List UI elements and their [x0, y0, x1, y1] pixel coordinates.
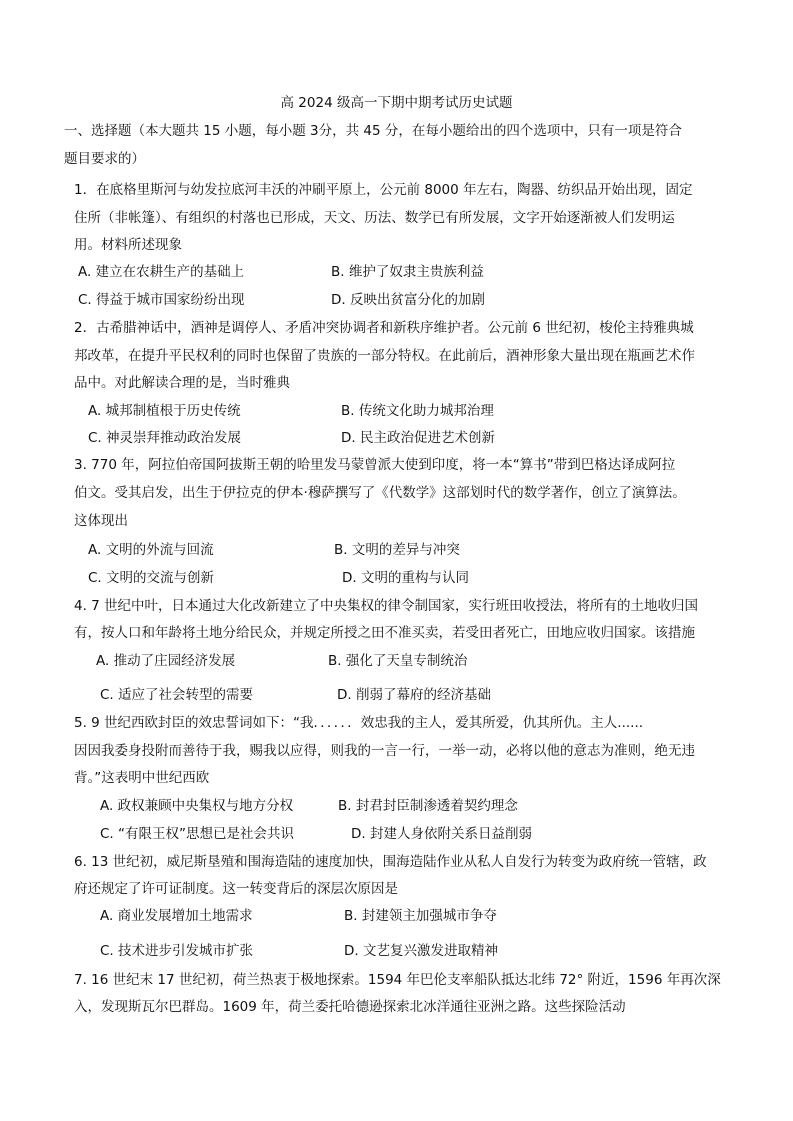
question-1-option-d: D. 反映出贫富分化的加剧: [331, 292, 485, 308]
question-4-line-2: 有，按人口和年龄将土地分给民众，并规定所授之田不准买卖，若受田者死亡，田地应收归国家。该措施: [74, 625, 695, 641]
question-2-option-a: A. 城邦制植根于历史传统: [88, 403, 241, 419]
question-2-line-2: 邦改革，在提升平民权利的同时也保留了贵族的一部分特权。在此前后，酒神形象大量出现在瓶画艺术作: [74, 348, 695, 364]
question-5-option-d: D. 封建人身依附关系日益削弱: [351, 826, 532, 842]
question-6-option-d: D. 文艺复兴激发进取精神: [344, 943, 498, 959]
question-5-line-2: 因因我委身投附而善待于我，赐我以应得，则我的一言一行，一举一动，必将以他的意志为准则，绝无违: [74, 743, 695, 759]
question-3-line-2: 伯文。受其启发，出生于伊拉克的伊本·穆萨撰写了《代数学》这部划时代的数学著作，创立了演算法。: [74, 485, 686, 501]
question-5-option-c: C. “有限王权”思想已是社会共识: [100, 826, 294, 842]
question-1-option-a: A. 建立在农耕生产的基础上: [78, 264, 245, 280]
question-4-option-c: C. 适应了社会转型的需要: [100, 687, 254, 703]
question-5-line-3: 背。”这表明中世纪西欧: [74, 770, 210, 786]
question-3-line-3: 这体现出: [74, 513, 128, 529]
question-2-line-3: 品中。对此解读合理的是，当时雅典: [74, 375, 290, 391]
question-1-option-c: C. 得益于城市国家纷纷出现: [78, 292, 245, 308]
question-7-line-2: 入，发现斯瓦尔巴群岛。1609 年，荷兰委托哈德逊探索北冰洋通往亚洲之路。这些探险活动: [74, 999, 626, 1015]
question-3-option-a: A. 文明的外流与回流: [88, 542, 214, 558]
question-6-line-1: 6. 13 世纪初，威尼斯垦殖和围海造陆的速度加快，围海造陆作业从私人自发行为转变为政府统一管辖，政: [74, 854, 707, 870]
question-6-option-c: C. 技术进步引发城市扩张: [100, 943, 254, 959]
question-2-option-b: B. 传统文化助力城邦治理: [341, 403, 494, 419]
question-1-line-1: 1．在底格里斯河与幼发拉底河丰沃的冲刷平原上，公元前 8000 年左右，陶器、纺织品开始出现，固定: [74, 182, 693, 198]
question-4-line-1: 4. 7 世纪中叶，日本通过大化改新建立了中央集权的律令制国家，实行班田收授法，将所有的土地收归国: [74, 598, 699, 614]
exam-title: 高 2024 级高一下期中期考试历史试题: [280, 95, 513, 111]
question-2-option-d: D. 民主政治促进艺术创新: [341, 430, 495, 446]
question-1-line-3: 用。材料所述现象: [74, 237, 182, 253]
section-instructions-line-1: 一、选择题（本大题共 15 小题，每小题 3分，共 45 分，在每小题给出的四个选项中，只有一项是符合: [64, 123, 682, 139]
question-2-option-c: C. 神灵崇拜推动政治发展: [88, 430, 242, 446]
question-6-line-2: 府还规定了许可证制度。这一转变背后的深层次原因是: [74, 881, 398, 897]
question-1-line-2: 住所（非帐篷）、有组织的村落也已形成，天文、历法、数学已有所发展，文字开始逐渐被人们发明运: [74, 210, 675, 226]
question-1-option-b: B. 维护了奴隶主贵族利益: [331, 264, 484, 280]
question-5-line-1: 5. 9 世纪西欧封臣的效忠誓词如下：“我．．．．．．效忠我的主人，爱其所爱，仇其所仇。主人......: [74, 715, 644, 731]
section-instructions-line-2: 题目要求的）: [64, 151, 145, 167]
question-6-option-b: B. 封建领主加强城市争夺: [344, 908, 497, 924]
question-3-line-1: 3. 770 年，阿拉伯帝国阿拔斯王朝的哈里发马蒙曾派大使到印度，将一本“算书”带到巴格达译成阿拉: [74, 457, 676, 473]
question-3-option-d: D. 文明的重构与认同: [342, 570, 469, 586]
question-6-option-a: A. 商业发展增加土地需求: [100, 908, 253, 924]
question-4-option-d: D. 削弱了幕府的经济基础: [337, 687, 491, 703]
question-7-line-1: 7. 16 世纪末 17 世纪初，荷兰热衷于极地探索。1594 年巴伦支率船队抵达北纬 72° 附近，1596 年再次深: [74, 972, 721, 988]
question-5-option-a: A. 政权兼顾中央集权与地方分权: [100, 798, 294, 814]
question-3-option-c: C. 文明的交流与创新: [88, 570, 215, 586]
question-5-option-b: B. 封君封臣制渗透着契约理念: [338, 798, 518, 814]
question-2-line-1: 2．古希腊神话中，酒神是调停人、矛盾冲突协调者和新秩序维护者。公元前 6 世纪初，梭伦主持雅典城: [74, 320, 694, 336]
question-4-option-a: A. 推动了庄园经济发展: [96, 653, 236, 669]
question-3-option-b: B. 文明的差异与冲突: [334, 542, 460, 558]
question-4-option-b: B. 强化了天皇专制统治: [328, 653, 468, 669]
